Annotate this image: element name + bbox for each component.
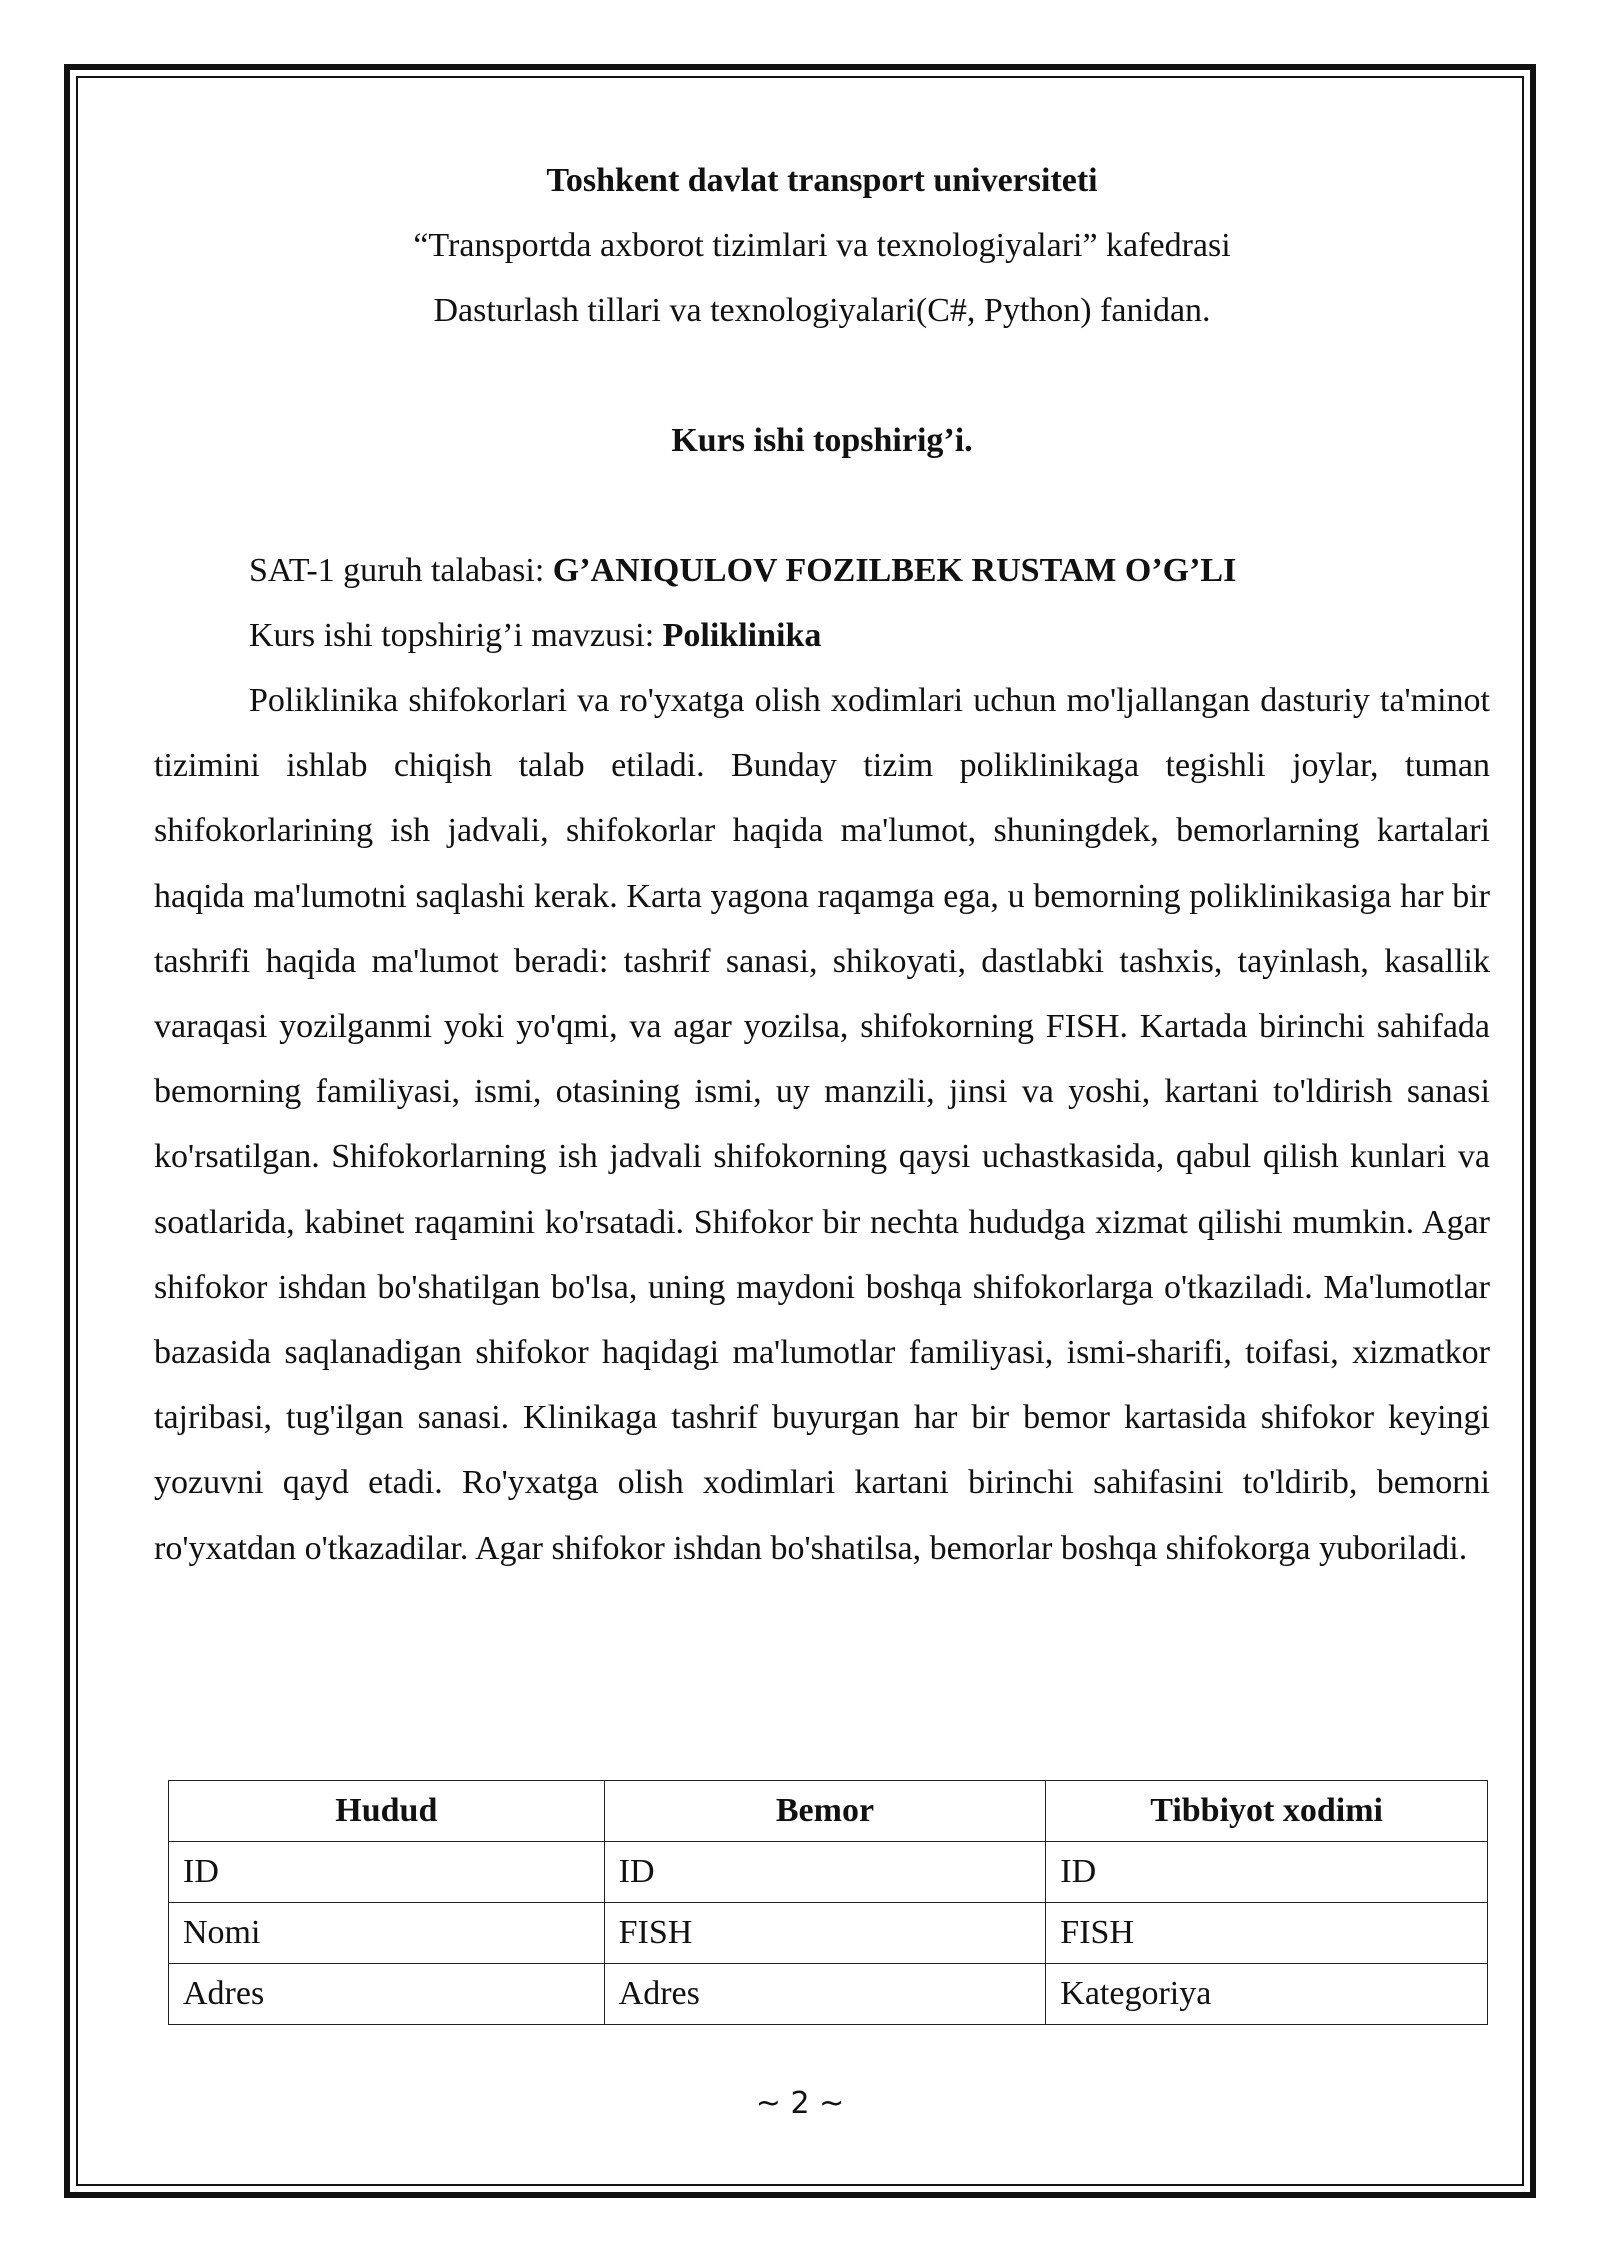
table-cell: FISH [604, 1903, 1046, 1964]
table-header-cell: Hudud [169, 1781, 605, 1842]
table-cell: Kategoriya [1046, 1964, 1488, 2025]
topic-label: Kurs ishi topshirig’i mavzusi: [249, 617, 663, 654]
task-description: Poliklinika shifokorlari va ro'yxatga olish xodimlari uchun mo'ljallangan dasturiy ta'minot tizimini ishlab chiqish talab etiladi. Bunday tizim poliklinikaga tegishli joylar, tuman shifokorlarining ish jadvali, shifokorlar haqida ma'lumot, shuningdek, bemorlarning kartalari haqida ma'lumotni saqlashi kerak. Karta yagona raqamga ega, u bemorning poliklinikasiga har bir tashrifi haqida ma'lumot beradi: tashrif sanasi, shikoyati, dastlabki tashxis, tayinlash, kasallik varaqasi yozilganmi yoki yo'qmi, va agar yozilsa, shifokorning FISH. Kartada birinchi sahifada bemorning familiyasi, ismi, otasining ismi, uy manzili, jinsi va yoshi, kartani to'ldirish sanasi ko'rsatilgan. Shifokorlarning ish jadvali shifokorning qaysi uchastkasida, qabul qilish kunlari va soatlarida, kabinet raqamini ko'rsatadi. Shifokor bir nechta hududga xizmat qilishi mumkin. Agar shifokor ishdan bo'shatilgan bo'lsa, uning maydoni boshqa shifokorlarga o'tkaziladi. Ma'lumotlar bazasida saqlanadigan shifokor haqidagi ma'lumotlar familiyasi, ismi-sharifi, toifasi, xizmatkor tajribasi, tug'ilgan sanasi. Klinikaga tashrif buyurgan har bir bemor kartasida shifokor keyingi yozuvni qayd etadi. Ro'yxatga olish xodimlari kartani birinchi sahifasini to'ldirib, bemorni ro'yxatdan o'tkazadilar. Agar shifokor ishdan bo'shatilsa, bemorlar boshqa shifokorga yuboriladi. [154, 682, 1490, 1567]
table-cell: Adres [169, 1964, 605, 2025]
table-header-cell: Tibbiyot xodimi [1046, 1781, 1488, 1842]
page-number: ~ 2 ~ [755, 2086, 845, 2121]
table-cell: ID [604, 1842, 1046, 1903]
table-cell: ID [1046, 1842, 1488, 1903]
student-name: G’ANIQULOV FOZILBEK RUSTAM O’G’LI [552, 552, 1237, 589]
table-cell: Adres [604, 1964, 1046, 2025]
entities-table [168, 1780, 1488, 2025]
document-title: Kurs ishi topshirig’i. [671, 422, 973, 459]
table-cell: ID [169, 1842, 605, 1903]
university-name: Toshkent davlat transport universiteti [546, 162, 1098, 199]
table-header-row [169, 1781, 1488, 1842]
table-row [169, 1842, 1488, 1903]
table-cell: Nomi [169, 1903, 605, 1964]
topic-value: Poliklinika [662, 617, 822, 654]
table-cell: FISH [1046, 1903, 1488, 1964]
table-row [169, 1903, 1488, 1964]
topic-line [154, 603, 1490, 668]
subject-name: Dasturlash tillari va texnologiyalari(C#, Python) fanidan. [433, 292, 1211, 329]
student-label: SAT-1 guruh talabasi: [249, 552, 553, 589]
document-content [154, 148, 1490, 1581]
table-row [169, 1964, 1488, 2025]
student-line [154, 538, 1490, 603]
department-name: “Transportda axborot tizimlari va texnologiyalari” kafedrasi [413, 227, 1231, 264]
table-header-cell: Bemor [604, 1781, 1046, 1842]
